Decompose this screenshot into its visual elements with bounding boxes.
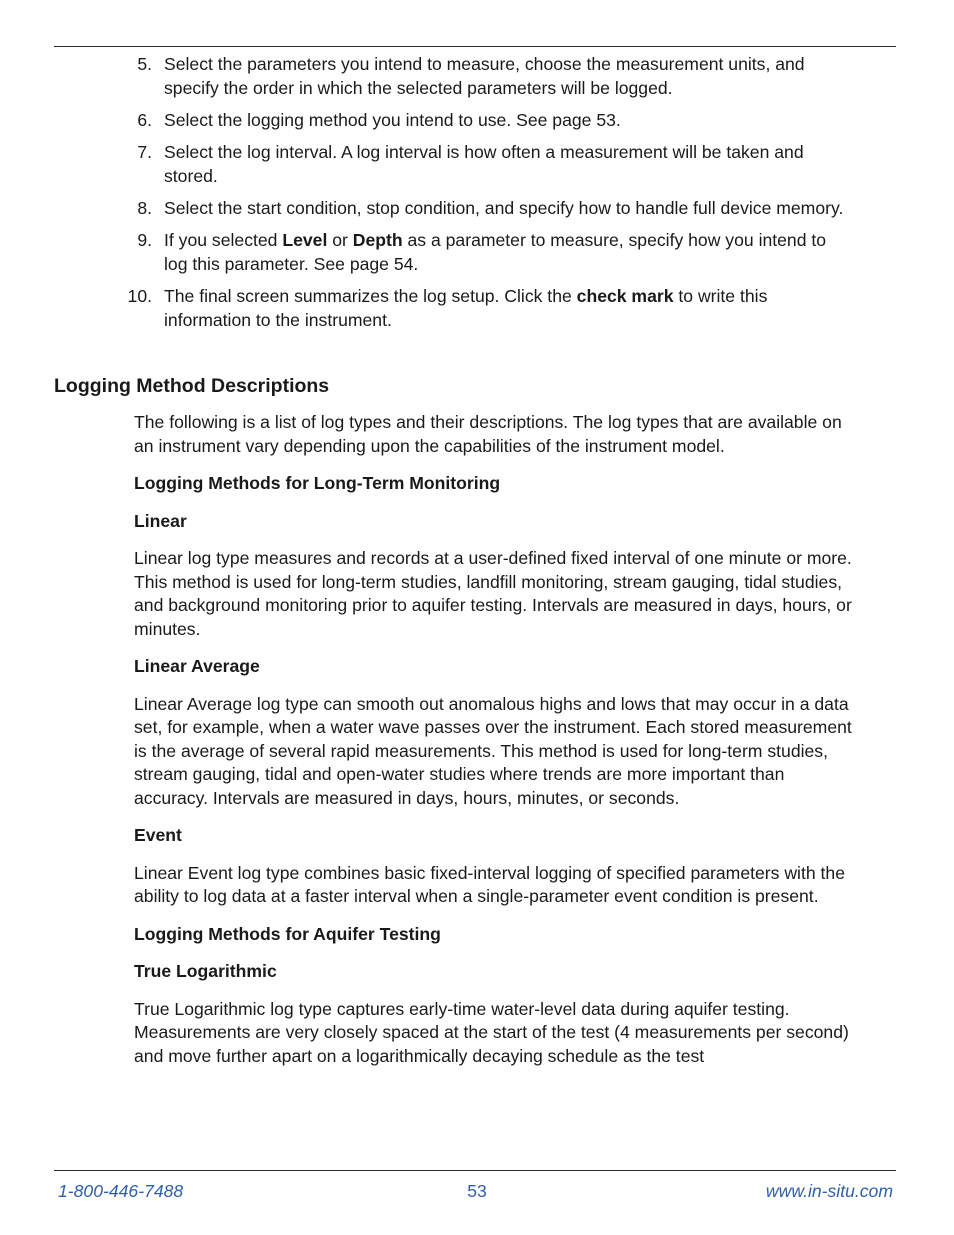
step-text-run: Select the start condition, stop condition, and specify how to handle full device memory.: [164, 198, 844, 218]
step-text: [164, 198, 843, 218]
step-text-run: The final screen summarizes the log setup. Click the: [164, 286, 577, 306]
true-logarithmic-heading: True Logarithmic: [134, 961, 277, 981]
step-text-bold: Depth: [352, 230, 403, 250]
footer-rule: [54, 1170, 896, 1171]
step-number: 8.: [137, 198, 152, 218]
step-text-run: Select the parameters you intend to measure, choose the measurement units, and specify the order in which the selected parameters will be logged.: [164, 54, 805, 98]
procedure-step: [0, 196, 954, 220]
linear-heading: Linear: [134, 510, 187, 531]
procedure-step: [0, 108, 954, 132]
step-text-run: to write this information to the instrument.: [164, 286, 768, 330]
step-text-bold: Level: [282, 230, 328, 250]
step-text-run: Select the log interval. A log interval is how often a measurement will be taken and stored.: [164, 142, 804, 186]
procedure-step: [0, 52, 954, 100]
linear-average-paragraph: Linear Average log type can smooth out anomalous highs and lows that may occur in a data set, for example, when a water wave passes over the instrument. Each stored measurement is the average of several rapid measurements. This method is used for long-term studies, stream gauging, tidal and open-water studies where trends are more important than accuracy. Intervals are measured in days, hours, minutes, or seconds.: [134, 693, 852, 808]
event-heading: Event: [134, 825, 182, 845]
step-number: 5.: [137, 54, 152, 74]
long-term-monitoring-heading: Logging Methods for Long-Term Monitoring: [134, 473, 501, 493]
step-text-run: as a parameter to measure, specify how you intend to log this parameter. See page 54.: [164, 230, 827, 274]
step-number: 9.: [137, 230, 152, 250]
header-rule: [54, 46, 896, 47]
linear-paragraph: Linear log type measures and records at a user-defined fixed interval of one minute or more. This method is used for long-term studies, landfill monitoring, stream gauging, tidal studies, and background monitoring prior to aquifer testing. Intervals are measured in days, hours, or minutes.: [134, 548, 852, 639]
step-text: [164, 110, 621, 130]
step-text-run: Select the logging method you intend to use. See page 53.: [164, 110, 621, 130]
procedure-step: [0, 284, 954, 332]
linear-average-heading: Linear Average: [134, 656, 260, 676]
procedure-step: [0, 228, 954, 276]
footer-page-number: 53: [467, 1181, 487, 1201]
step-text: [164, 54, 805, 98]
procedure-steps-list: [0, 52, 954, 340]
step-text-bold: check mark: [576, 286, 674, 306]
step-number: 6.: [137, 110, 152, 130]
step-text: [164, 286, 767, 330]
aquifer-testing-heading: Logging Methods for Aquifer Testing: [134, 923, 441, 944]
step-number: 7.: [137, 142, 152, 162]
true-logarithmic-paragraph: True Logarithmic log type captures early-time water-level data during aquifer testing. Measurements are very closely spaced at the start of the test (4 measurements per second) and move further apart on a logarithmically decaying schedule as the test: [134, 998, 849, 1066]
step-text: [164, 230, 826, 274]
event-paragraph: Linear Event log type combines basic fixed-interval logging of specified parameters with the ability to log data at a faster interval when a single-parameter event condition is present.: [134, 862, 845, 906]
step-text-run: or: [327, 230, 353, 250]
section-content: [134, 411, 859, 1082]
step-number: 10.: [127, 286, 152, 306]
intro-paragraph: The following is a list of log types and their descriptions. The log types that are available on an instrument vary depending upon the capabilities of the instrument model.: [134, 412, 842, 456]
footer-website-link[interactable]: www.in-situ.com: [765, 1181, 893, 1201]
step-text-run: If you selected: [164, 230, 283, 250]
section-heading: Logging Method Descriptions: [54, 375, 330, 397]
step-text: [164, 142, 804, 186]
procedure-step: [0, 140, 954, 188]
footer-phone: 1-800-446-7488: [58, 1181, 184, 1201]
